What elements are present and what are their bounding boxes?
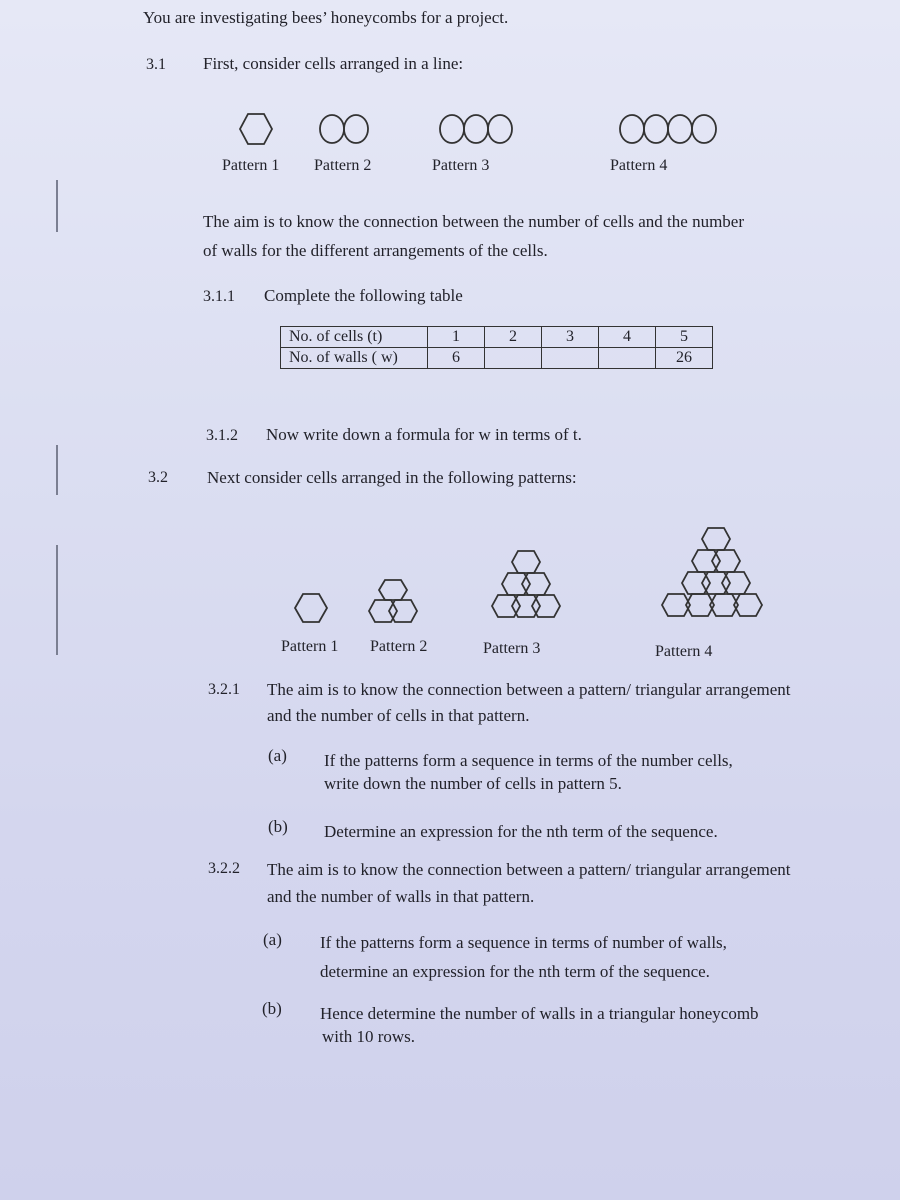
table-cell-blank[interactable] bbox=[599, 348, 656, 369]
aim-line-1: The aim is to know the connection between the number of cells and the number bbox=[203, 212, 745, 231]
table-cell: 26 bbox=[656, 348, 713, 369]
margin-line-top bbox=[56, 180, 58, 232]
q312-number: 3.1.2 bbox=[206, 427, 238, 444]
line-pattern-4-icon bbox=[618, 112, 724, 146]
row-label-walls: No. of walls ( w) bbox=[281, 348, 428, 369]
line-pattern-1-label: Pattern 1 bbox=[222, 157, 280, 174]
q321-line-2: and the number of cells in that pattern. bbox=[267, 706, 530, 725]
table-cell: 1 bbox=[428, 327, 485, 348]
row-label-cells: No. of cells (t) bbox=[281, 327, 428, 348]
table-cell: 5 bbox=[656, 327, 713, 348]
table-row bbox=[281, 348, 713, 369]
q322-line-1: The aim is to know the connection between a pattern/ triangular arrangement bbox=[267, 860, 791, 879]
line-pattern-2-label: Pattern 2 bbox=[314, 157, 372, 174]
q321a-line-1: If the patterns form a sequence in terms of the number cells, bbox=[324, 751, 733, 770]
table-cell: 3 bbox=[542, 327, 599, 348]
table-cell-blank[interactable] bbox=[485, 348, 542, 369]
q322a-label: (a) bbox=[263, 930, 282, 949]
line-pattern-3-icon bbox=[438, 112, 518, 146]
line-pattern-2-icon bbox=[318, 112, 372, 146]
q312-text: Now write down a formula for w in terms of t. bbox=[266, 425, 582, 444]
triangle-pattern-3-label: Pattern 3 bbox=[483, 640, 541, 657]
q322-number: 3.2.2 bbox=[208, 860, 240, 877]
q311-text: Complete the following table bbox=[264, 286, 463, 305]
cells-walls-table bbox=[280, 326, 713, 369]
q31-number: 3.1 bbox=[146, 56, 166, 73]
line-pattern-4-label: Pattern 4 bbox=[610, 157, 668, 174]
q322a-line-2: determine an expression for the nth term of the sequence. bbox=[320, 962, 710, 981]
q322b-label: (b) bbox=[262, 999, 282, 1018]
triangle-pattern-4-label: Pattern 4 bbox=[655, 643, 713, 660]
table-cell-blank[interactable] bbox=[542, 348, 599, 369]
table-row bbox=[281, 327, 713, 348]
q322a-line-1: If the patterns form a sequence in terms of number of walls, bbox=[320, 933, 727, 952]
triangle-pattern-2-label: Pattern 2 bbox=[370, 638, 428, 655]
q32-number: 3.2 bbox=[148, 469, 168, 486]
triangle-pattern-4-icon bbox=[656, 526, 776, 630]
line-pattern-1-icon bbox=[238, 112, 274, 146]
q322-line-2: and the number of walls in that pattern. bbox=[267, 887, 535, 906]
line-pattern-3-label: Pattern 3 bbox=[432, 157, 490, 174]
table-cell: 2 bbox=[485, 327, 542, 348]
triangle-pattern-2-icon bbox=[367, 578, 421, 626]
aim-line-2: of walls for the different arrangements of the cells. bbox=[203, 241, 548, 260]
q321b-label: (b) bbox=[268, 817, 288, 836]
margin-line-lower bbox=[56, 545, 58, 655]
table-cell: 6 bbox=[428, 348, 485, 369]
q321b-text: Determine an expression for the nth term of the sequence. bbox=[324, 822, 718, 841]
q322b-line-1: Hence determine the number of walls in a triangular honeycomb bbox=[320, 1004, 759, 1023]
q321-line-1: The aim is to know the connection between a pattern/ triangular arrangement bbox=[267, 680, 791, 699]
q31-text: First, consider cells arranged in a line: bbox=[203, 54, 464, 73]
q322b-line-2: with 10 rows. bbox=[322, 1027, 416, 1046]
triangle-pattern-1-label: Pattern 1 bbox=[281, 638, 339, 655]
q321a-label: (a) bbox=[268, 746, 287, 765]
triangle-pattern-3-icon bbox=[488, 549, 568, 627]
q32-text: Next consider cells arranged in the following patterns: bbox=[207, 468, 577, 487]
triangle-pattern-1-icon bbox=[294, 592, 328, 624]
margin-line-mid bbox=[56, 445, 58, 495]
q321a-line-2: write down the number of cells in pattern 5. bbox=[324, 774, 622, 793]
table-cell: 4 bbox=[599, 327, 656, 348]
q321-number: 3.2.1 bbox=[208, 681, 240, 698]
q311-number: 3.1.1 bbox=[203, 288, 235, 305]
intro-text: You are investigating bees’ honeycombs for a project. bbox=[143, 8, 509, 27]
